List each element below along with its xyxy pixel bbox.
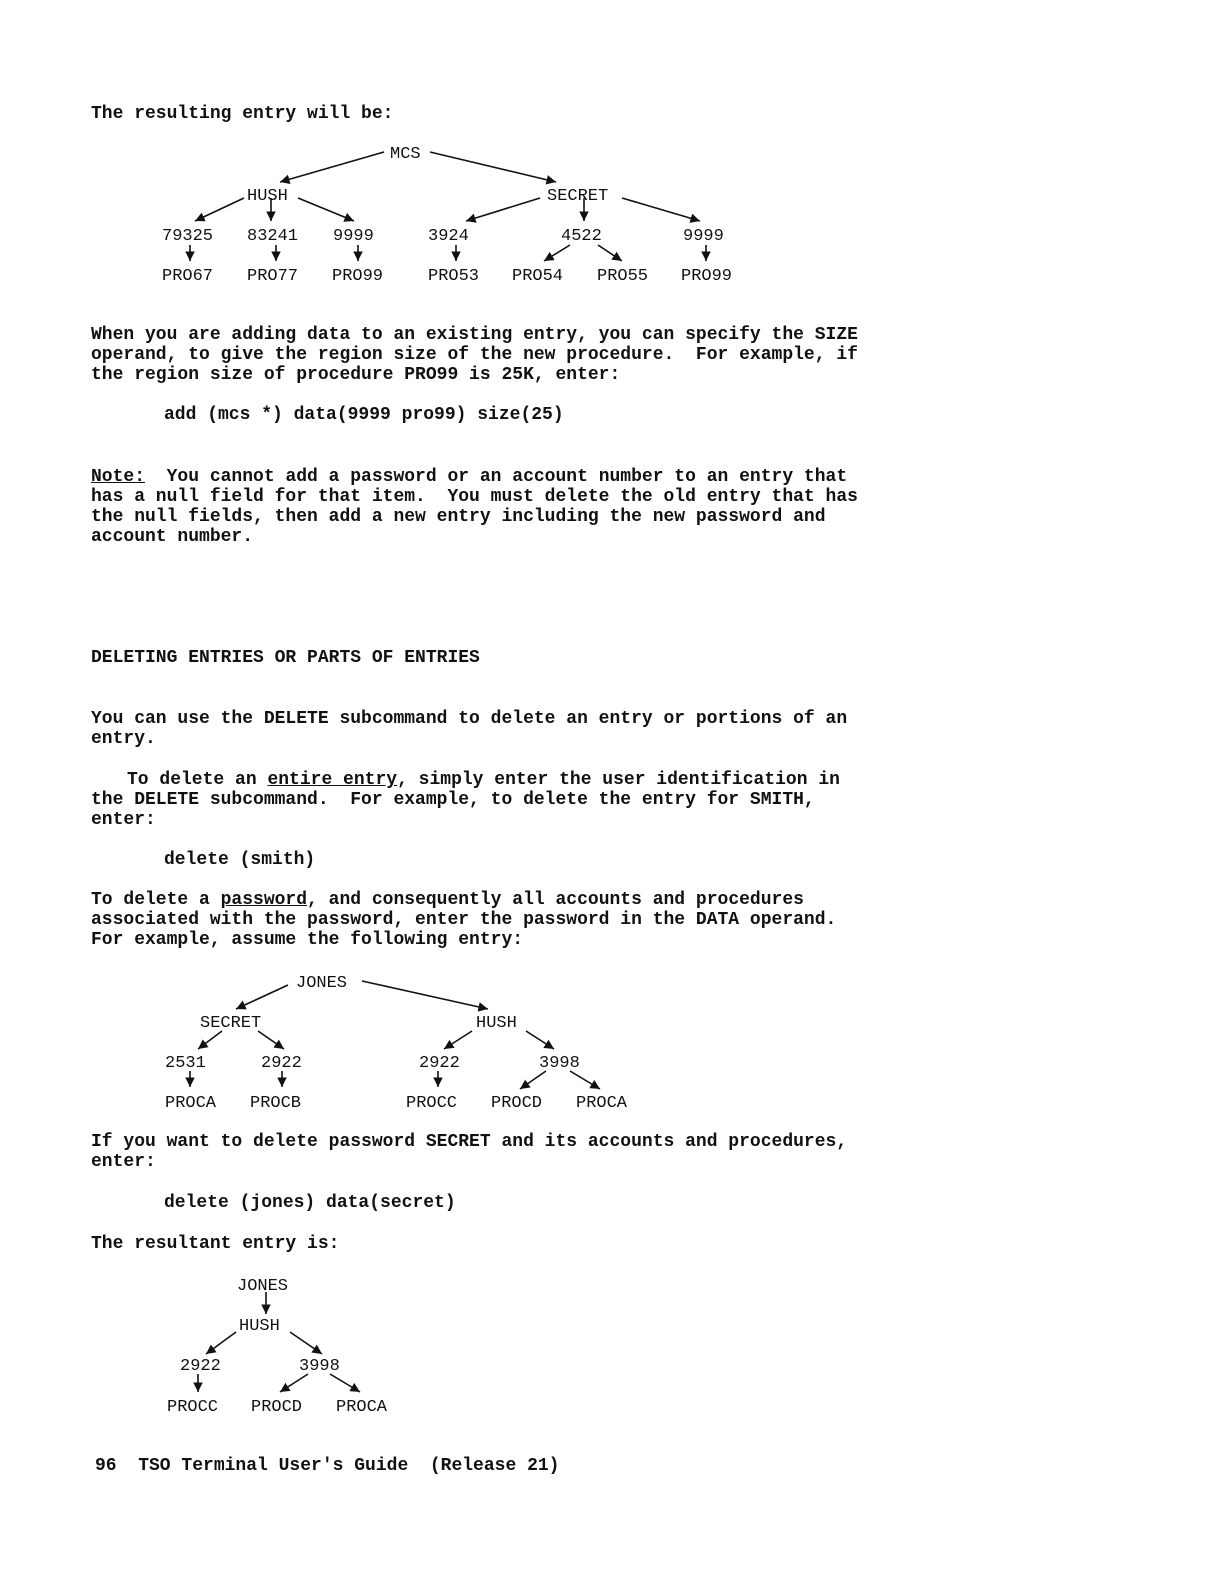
para-size-line: operand, to give the region size of the new procedure. For example, if [91,345,858,365]
note-line: account number. [91,527,254,547]
para-password-emphasis: password [220,890,308,910]
tree2-root: JONES [296,974,348,993]
tree1-node: 83241 [247,227,299,246]
para-password-pre: To delete a [91,890,221,910]
para-password-line [91,890,804,910]
intro-text: The resulting entry will be: [91,104,394,124]
tree-mcs [0,135,1224,295]
command-delete-secret: delete (jones) data(secret) [164,1193,456,1213]
tree3-root: JONES [237,1277,289,1296]
note-text: You cannot add a password or an account number to an entry that [145,467,848,487]
para-password-line: For example, assume the following entry: [91,930,524,950]
para-entire-line: the DELETE subcommand. For example, to delete the entry for SMITH, [91,790,815,810]
para-want-line: If you want to delete password SECRET and its accounts and procedures, [91,1132,848,1152]
tree3-leaf: PROCC [167,1398,219,1417]
tree3-leaf: PROCA [336,1398,388,1417]
tree2-node: SECRET [200,1014,262,1033]
para-want-line: enter: [91,1152,156,1172]
tree3-node: HUSH [239,1317,280,1336]
para-delete-line: You can use the DELETE subcommand to delete an entry or portions of an [91,709,848,729]
para-size-line: the region size of procedure PRO99 is 25K, enter: [91,365,621,385]
tree1-leaf: PRO53 [428,267,480,286]
note-line: the null fields, then add a new entry including the new password and [91,507,826,527]
tree2-node: 3998 [539,1054,580,1073]
para-entire-emphasis: entire entry [267,770,398,790]
resultant-text: The resultant entry is: [91,1234,340,1254]
tree1-node: 9999 [333,227,374,246]
tree2-node: 2922 [261,1054,302,1073]
tree1-node: 79325 [162,227,214,246]
tree1-node: 3924 [428,227,469,246]
note-label: Note: [91,467,146,487]
tree1-leaf: PRO99 [681,267,733,286]
para-password-line: associated with the password, enter the password in the DATA operand. [91,910,837,930]
tree2-leaf: PROCB [250,1094,302,1113]
para-entire-line [127,770,840,790]
tree1-leaf: PRO77 [247,267,299,286]
tree3-node: 3998 [299,1357,340,1376]
tree1-leaf: PRO99 [332,267,384,286]
section-heading: DELETING ENTRIES OR PARTS OF ENTRIES [91,648,480,668]
para-delete-line: entry. [91,729,156,749]
tree1-root: MCS [390,145,421,164]
tree2-leaf: PROCC [406,1094,458,1113]
command-delete-smith: delete (smith) [164,850,316,870]
para-entire-line: enter: [91,810,156,830]
tree1-node: SECRET [547,187,609,206]
para-size-line: When you are adding data to an existing entry, you can specify the SIZE [91,325,858,345]
para-entire-pre: To delete an [127,770,268,790]
tree3-leaf: PROCD [251,1398,303,1417]
tree2-node: 2531 [165,1054,206,1073]
page-footer: 96 TSO Terminal User's Guide (Release 21) [95,1456,560,1476]
tree1-leaf: PRO55 [597,267,649,286]
tree-result [0,1268,1224,1417]
tree2-leaf: PROCD [491,1094,543,1113]
tree2-leaf: PROCA [576,1094,628,1113]
tree2-leaf: PROCA [165,1094,217,1113]
tree2-node: HUSH [476,1014,517,1033]
tree1-leaf: PRO54 [512,267,564,286]
note-line [91,467,847,487]
tree1-leaf: PRO67 [162,267,214,286]
tree1-node: 4522 [561,227,602,246]
tree3-node: 2922 [180,1357,221,1376]
para-password-post: , and consequently all accounts and procedures [307,890,804,910]
command-add: add (mcs *) data(9999 pro99) size(25) [164,405,564,425]
tree-jones [0,965,1224,1113]
tree2-node: 2922 [419,1054,460,1073]
tree1-node: 9999 [683,227,724,246]
note-line: has a null field for that item. You must delete the old entry that has [91,487,858,507]
para-entire-post: , simply enter the user identification in [397,770,840,790]
tree1-node: HUSH [247,187,288,206]
